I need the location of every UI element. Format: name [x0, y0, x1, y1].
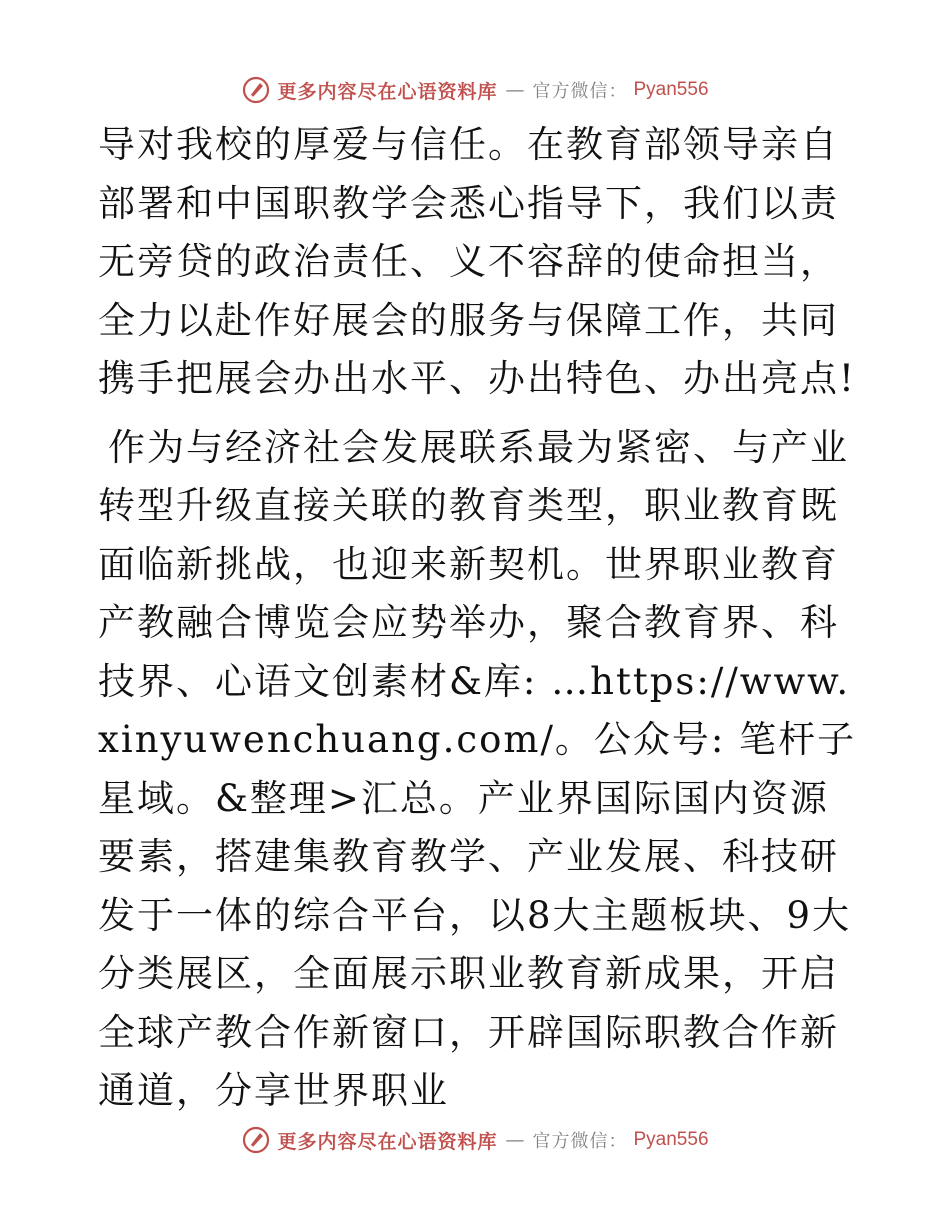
footer-wechat-label: 官方微信： [532, 1131, 628, 1152]
header-separator: — [505, 79, 525, 101]
footer-watermark [0, 1120, 950, 1160]
pen-nib-icon [241, 1125, 271, 1155]
header-wechat-id: Pyan556 [633, 79, 709, 100]
footer-site-text: 更多内容尽在心语资料库 [277, 1130, 498, 1153]
paragraph-2: 作为与经济社会发展联系最为紧密、与产业转型升级直接关联的教育类型，职业教育既面临新挑战，也迎来新契机。世界职业教育产教融合博览会应势举办，聚合教育界、科技界、心语文创素材&库: …https://www.xinyuwenchuang.com/。公众号: 笔杆子星域。&整理>汇总。产业界国际国内资源要素，搭建集教育教学、产业发展、科技研发于一体的综合平台，以8大主题板块、9大分类展区，全面展示职业教育新成果，开启全球产教合作新窗口，开辟国际职教合作新通道，分享世界职业 [98, 425, 857, 1112]
header-wechat-label: 官方微信： [532, 81, 628, 102]
header-watermark [0, 70, 950, 110]
header-site-text: 更多内容尽在心语资料库 [277, 80, 498, 103]
paragraph-1: 导对我校的厚爱与信任。在教育部领导亲自部署和中国职教学会悉心指导下，我们以责无旁贷的政治责任、义不容辞的使命担当，全力以赴作好展会的服务与保障工作，共同携手把展会办出水平、办出特色、办出亮点! [98, 123, 856, 400]
pen-nib-icon [241, 75, 271, 105]
footer-separator: — [505, 1129, 525, 1151]
document-body [98, 116, 858, 1121]
footer-wechat-id: Pyan556 [633, 1129, 709, 1150]
